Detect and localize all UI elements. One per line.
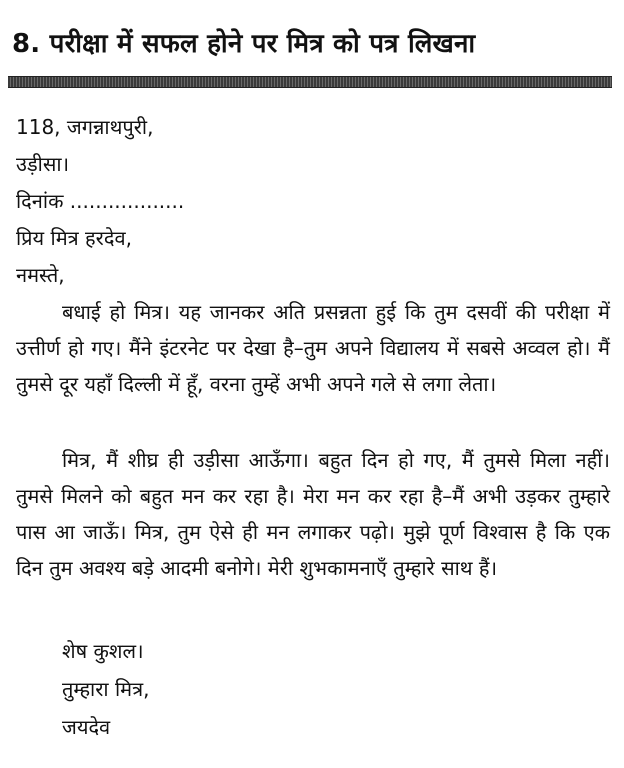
greeting: नमस्ते,: [16, 263, 65, 287]
body-paragraph-2: मित्र, मैं शीघ्र ही उड़ीसा आऊँगा। बहुत दिन हो गए, मैं तुमसे मिला नहीं। तुमसे मिलने को बहुत मन कर रहा है। मेरा मन कर रहा है–मैं अभी उड़कर तुम्हारे पास आ जाऊँ। मित्र, तुम ऐसे ही मन लगाकर पढ़ो। मुझे पूर्ण विश्वास है कि एक दिन तुम अवश्य बड़े आदमी बनोगे। मेरी शुभकामनाएँ तुम्हारे साथ हैं।: [16, 448, 610, 580]
closing-valediction: तुम्हारा मित्र,: [62, 677, 150, 701]
title-underline-divider: [8, 76, 612, 88]
address-line-2: उड़ीसा।: [16, 152, 70, 176]
closing-remark: शेष कुशल।: [62, 639, 144, 663]
salutation: प्रिय मित्र हरदेव,: [16, 226, 132, 250]
signature: जयदेव: [62, 715, 111, 739]
body-paragraph-1: बधाई हो मित्र। यह जानकर अति प्रसन्नता हुई कि तुम दसवीं की परीक्षा में उत्तीर्ण हो गए। मैंने इंटरनेट पर देखा है–तुम अपने विद्यालय में सबसे अव्वल हो। मैं तुमसे दूर यहाँ दिल्ली में हूँ, वरना तुम्हें अभी अपने गले से लगा लेता।: [16, 300, 610, 396]
page-title: 8. परीक्षा में सफल होने पर मित्र को पत्र लिखना: [12, 29, 476, 59]
date-line: दिनांक ..................: [16, 189, 185, 213]
address-line-1: 118, जगन्नाथपुरी,: [16, 115, 154, 139]
